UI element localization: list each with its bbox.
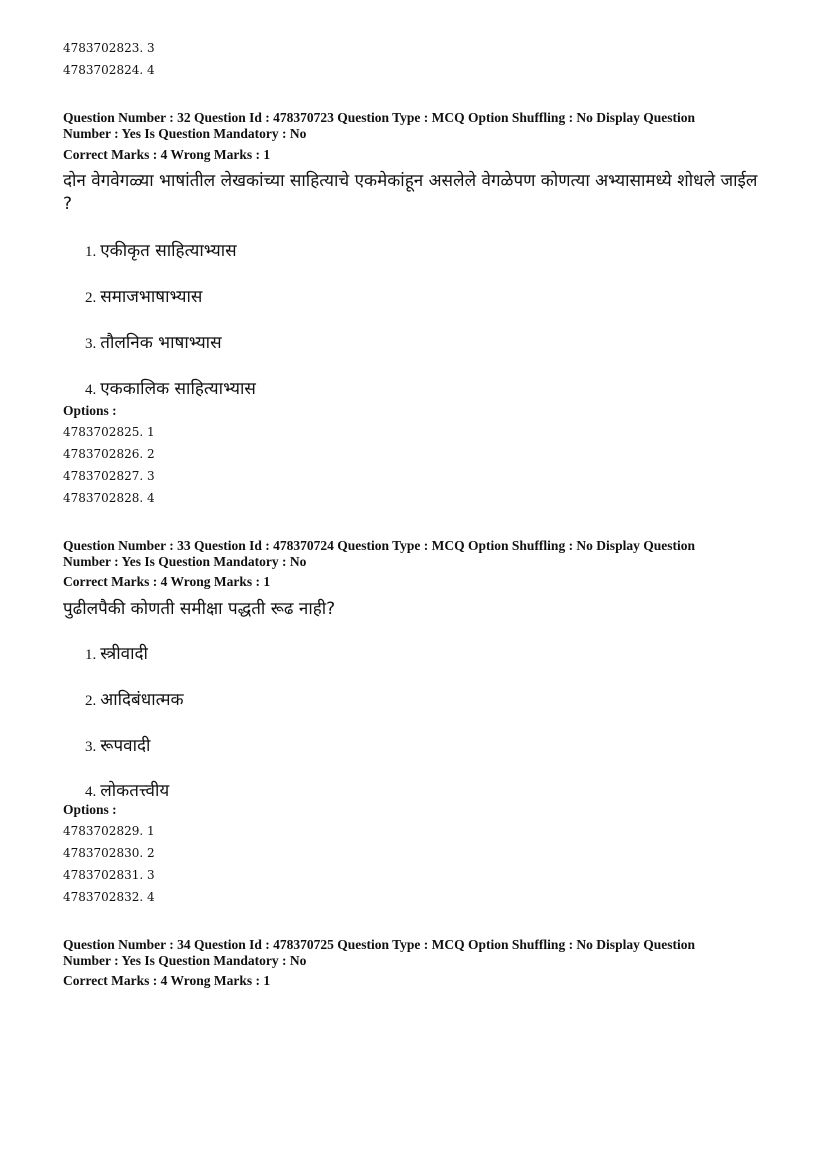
- answer-choice: [85, 733, 150, 756]
- question-meta-line1: Question Number : 34 Question Id : 478370725 Question Type : MCQ Option Shuffling : No Display Question: [63, 937, 695, 952]
- choice-label: रूपवादी: [100, 736, 151, 756]
- answer-choice: [85, 641, 148, 664]
- option-id: 4783702831. 3: [63, 868, 155, 882]
- option-id: 4783702825. 1: [63, 425, 155, 439]
- answer-choice: [85, 376, 256, 399]
- choice-number: 1.: [85, 647, 97, 663]
- answer-choice: [85, 687, 184, 710]
- question-meta-line1: Question Number : 33 Question Id : 478370724 Question Type : MCQ Option Shuffling : No Display Question: [63, 538, 695, 553]
- choice-number: 2.: [85, 693, 97, 709]
- question-text: दोन वेगवेगळ्या भाषांतील लेखकांच्या साहित्याचे एकमेकांहून असलेले वेगळेपण कोणत्या अभ्यासामध्ये शोधले जाईल ?: [63, 171, 758, 214]
- option-id: 4783702826. 2: [63, 447, 155, 461]
- question-marks: Correct Marks : 4 Wrong Marks : 1: [63, 147, 271, 162]
- answer-choice: [85, 284, 202, 307]
- option-id: 4783702823. 3: [63, 41, 155, 55]
- question-marks: Correct Marks : 4 Wrong Marks : 1: [63, 574, 271, 589]
- answer-choice: [85, 330, 222, 353]
- choice-label: आदिबंधात्मक: [100, 690, 184, 710]
- choice-label: एकीकृत साहित्याभ्यास: [100, 241, 237, 261]
- question-meta-line2: Number : Yes Is Question Mandatory : No: [63, 554, 307, 569]
- choice-number: 2.: [85, 290, 97, 306]
- option-id: 4783702832. 4: [63, 890, 155, 904]
- question-marks: Correct Marks : 4 Wrong Marks : 1: [63, 973, 271, 988]
- choice-number: 4.: [85, 784, 97, 800]
- choice-label: तौलनिक भाषाभ्यास: [100, 333, 222, 353]
- option-id: 4783702828. 4: [63, 491, 155, 505]
- option-id: 4783702830. 2: [63, 846, 155, 860]
- choice-label: एककालिक साहित्याभ्यास: [100, 379, 256, 399]
- choice-label: स्त्रीवादी: [100, 644, 148, 664]
- choice-number: 3.: [85, 739, 97, 755]
- question-meta-line1: Question Number : 32 Question Id : 478370723 Question Type : MCQ Option Shuffling : No Display Question: [63, 110, 695, 125]
- option-id: 4783702829. 1: [63, 824, 155, 838]
- question-text: पुढीलपैकी कोणती समीक्षा पद्धती रूढ नाही?: [63, 599, 336, 619]
- choice-label: लोकतत्त्वीय: [100, 781, 170, 801]
- answer-choice: [85, 238, 237, 261]
- options-label: Options :: [63, 403, 117, 418]
- choice-number: 3.: [85, 336, 97, 352]
- question-meta-line2: Number : Yes Is Question Mandatory : No: [63, 126, 307, 141]
- answer-choice: [85, 778, 169, 801]
- choice-number: 4.: [85, 382, 97, 398]
- options-label: Options :: [63, 802, 117, 817]
- option-id: 4783702827. 3: [63, 469, 155, 483]
- choice-number: 1.: [85, 244, 97, 260]
- option-id: 4783702824. 4: [63, 63, 155, 77]
- question-meta-line2: Number : Yes Is Question Mandatory : No: [63, 953, 307, 968]
- choice-label: समाजभाषाभ्यास: [100, 287, 203, 307]
